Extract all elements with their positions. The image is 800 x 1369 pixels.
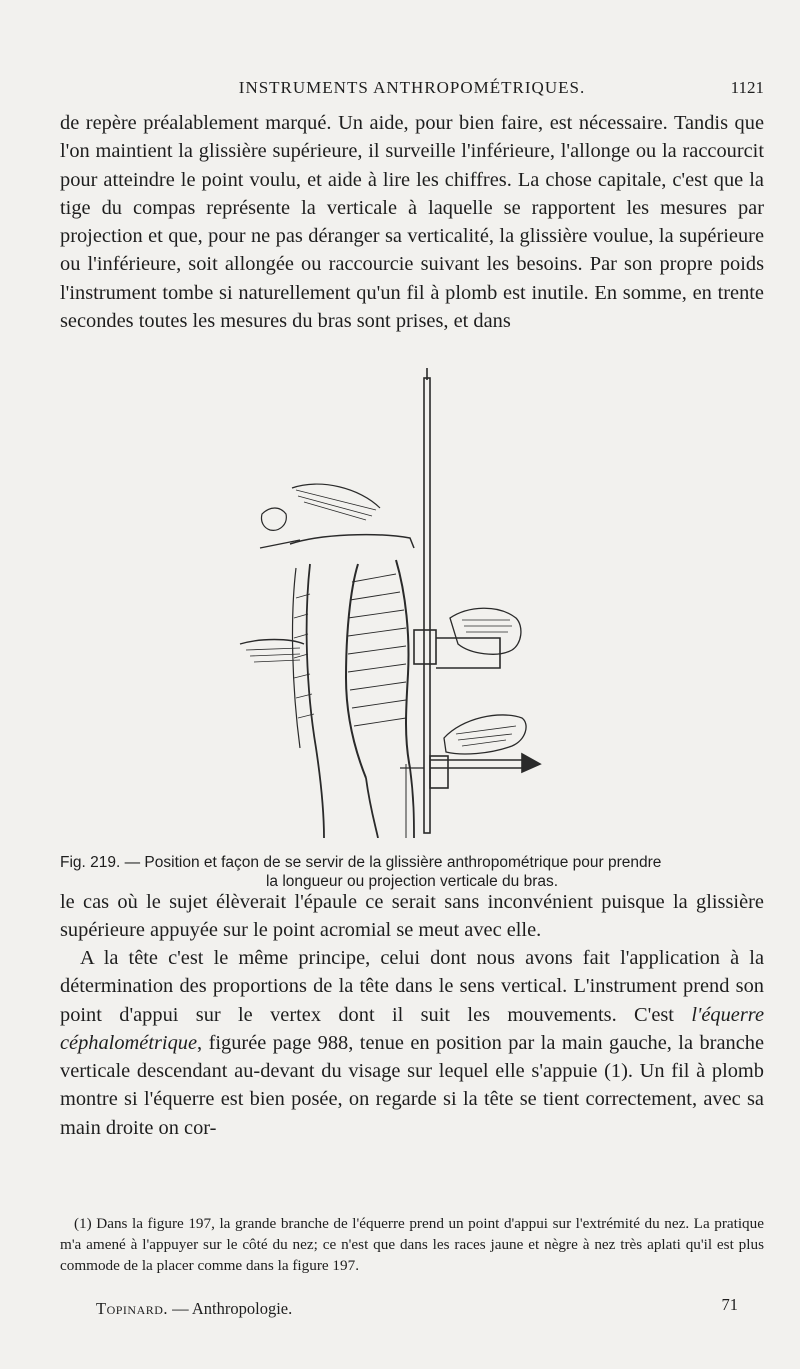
paragraph-2: le cas où le sujet élèverait l'épaule ce serait sans inconvénient puisque la glissière supérieure appuyée sur le point acromial se meut avec elle. [60,891,764,942]
figure-caption [60,853,764,891]
caption-line-2: la longueur ou projection verticale du bras. [265,873,559,890]
signature-line [96,1299,292,1319]
book-title: Anthropologie. [191,1299,293,1318]
sheet-number: 71 [721,1295,738,1314]
upper-arm-branch [436,638,500,668]
author-name: Topinard. [96,1299,169,1318]
measuring-rod [424,378,430,833]
upper-slider [414,630,436,664]
signature-separator: — [168,1299,192,1318]
shoulder-line [290,535,414,548]
figure-219-illustration [200,368,600,838]
paragraph-3 [60,944,764,1142]
page-number: 1121 [730,78,764,97]
footnote: (1) Dans la figure 197, la grande branche de l'équerre prend un point d'appui sur l'extrémité du nez. La pratique m'a amené à l'appuyer sur le côté du nez; ce n'est que dans les races jaune et nègre à nez très aplati qu'il est plus commode de la placer comme dans la figure 197. [60,1215,764,1274]
caption-line-1: — Position et façon de se servir de la glissière anthropométrique pour prendre [120,854,662,871]
running-head [60,78,764,104]
arm-measurement-engraving [200,368,600,838]
paragraph-3-end: , figurée page 988, tenue en position par la main gauche, la branche verticale descendant au-devant du visage sur lequel elle s'appuie (1). Un fil à plomb montre si l'équerre est bien posée, on regarde si la tête se tient correctement, avec sa main droite on cor- [60,1031,764,1139]
paragraph-3-start: A la tête c'est le même principe, celui dont nous avons fait l'application à la détermination des proportions de la tête dans le sens vertical. L'instrument prend son point d'appui sur le vertex dont il suit les mouvements. C'est [60,947,764,1026]
figure-label: Fig. 219. [60,854,121,871]
lower-arm-branch [430,760,522,768]
italic-term: l'équerre céphalométrique [60,1003,764,1054]
paragraph-1: de repère préalablement marqué. Un aide, pour bien faire, est nécessaire. Tandis que l'on maintient la glissière supérieure, il surveille l'inférieure, l'allonge ou la raccourcit pour atteindre le point voulu, et aide à lire les chiffres. La chose capitale, c'est que la tige du compas représente la verticale à laquelle se rapportent les mesures par projection et que, pour ne pas déranger sa verticalité, la glissière voulue, la supérieure ou l'inférieure, soit allongée ou raccourcie suivant les besoins. Par son propre poids l'instrument tombe si naturellement qu'un fil à plomb est inutile. En somme, en trente secondes toutes les mesures du bras sont prises, et dans [60,112,764,333]
running-title: INSTRUMENTS ANTHROPOMÉTRIQUES. [238,78,586,97]
